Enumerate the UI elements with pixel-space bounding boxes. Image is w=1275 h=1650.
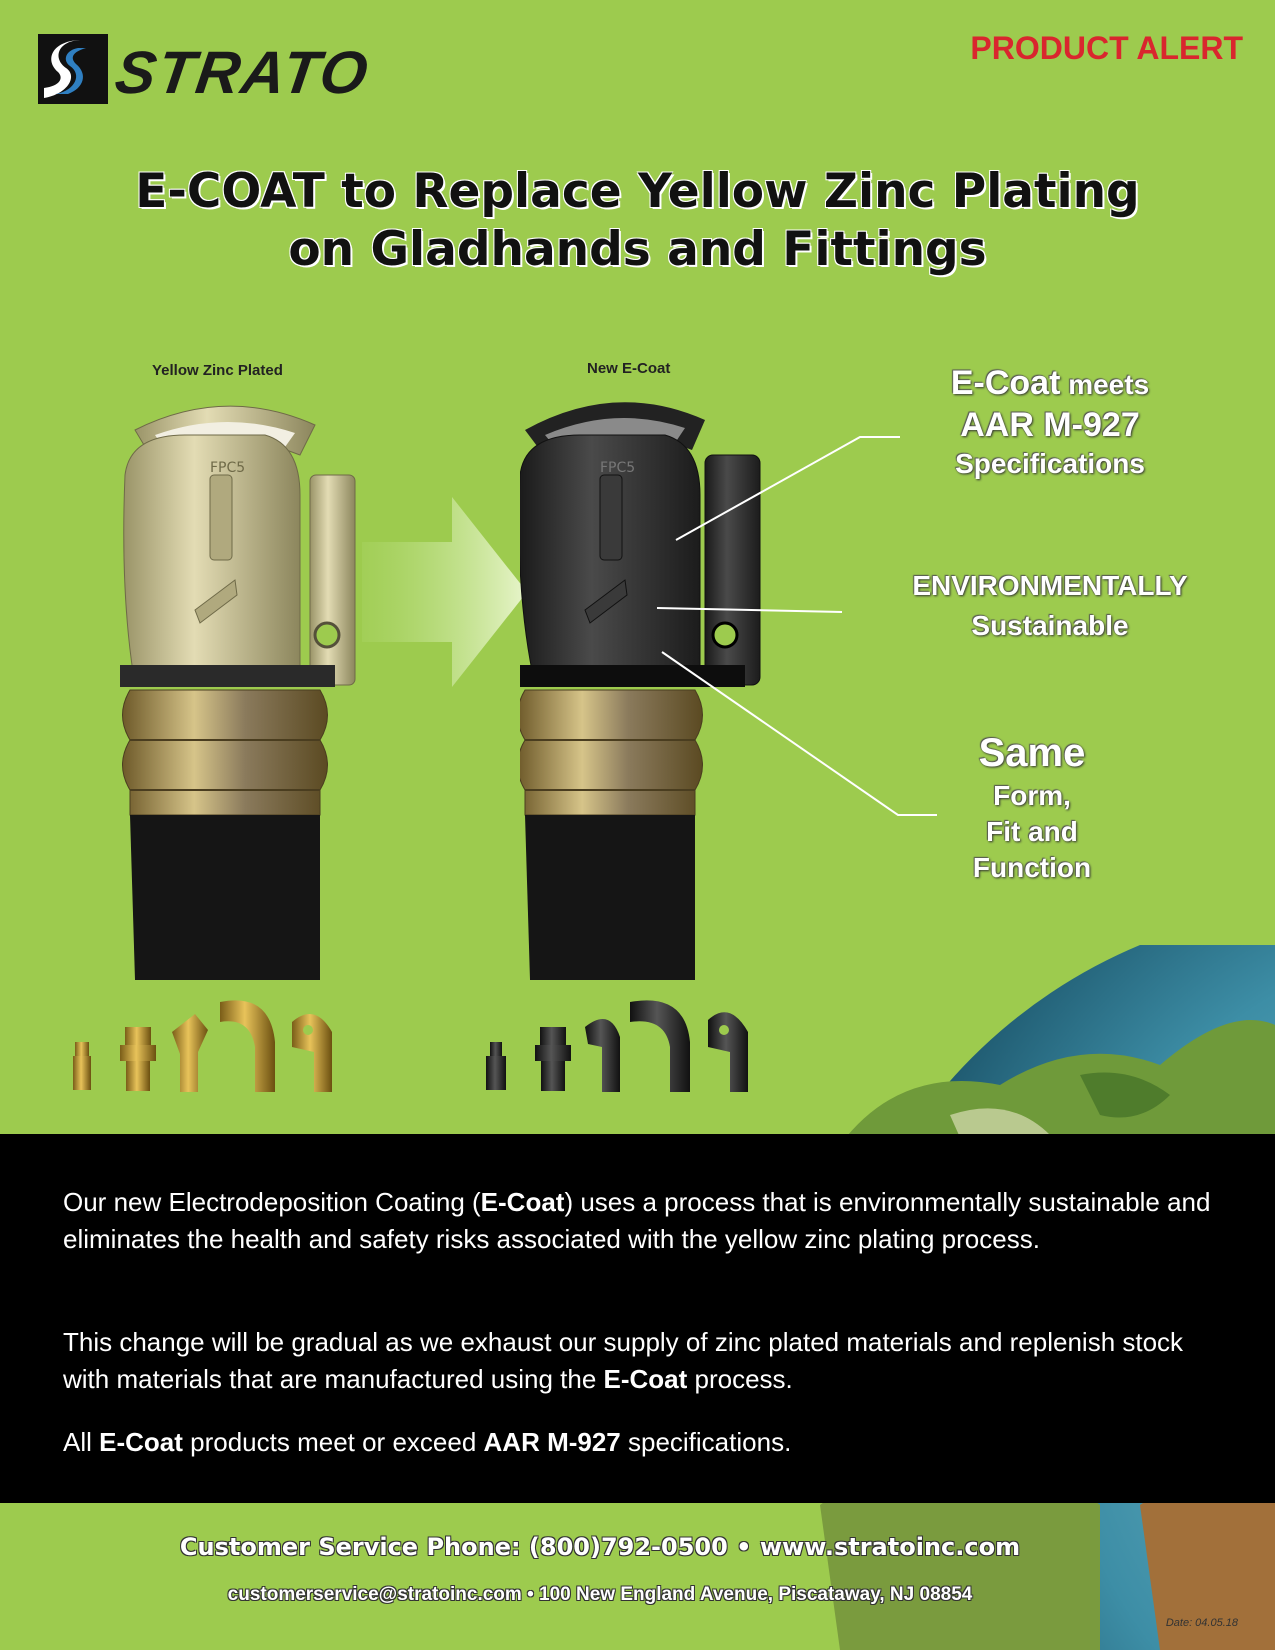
- callout-function: Function: [972, 852, 1092, 883]
- footer-email-address: customerservice@stratoinc.com • 100 New England Avenue, Piscataway, NJ 08854: [227, 1584, 973, 1605]
- callout-environmentally: ENVIRONMENTALLY: [912, 570, 1188, 601]
- description-band: [0, 1134, 1275, 1503]
- ecoat-fittings-image: [480, 992, 780, 1102]
- product-alert-label: PRODUCT ALERT: [970, 30, 1243, 66]
- callout-meets-word: meets: [1060, 369, 1150, 400]
- yellow-zinc-fittings-image: [70, 992, 370, 1102]
- page-title: [0, 163, 1275, 279]
- strato-logo-icon: [38, 34, 108, 104]
- yellow-zinc-gladhand-image: [115, 395, 370, 985]
- callout-ecoat-word: E-Coat: [950, 364, 1061, 402]
- callout-fit: Fit and: [986, 816, 1078, 847]
- paragraph-aar-compliance: All E-Coat products meet or exceed AAR M-927 specifications.: [63, 1427, 792, 1457]
- new-ecoat-caption: New E-Coat: [587, 360, 671, 377]
- replace-arrow-icon: [362, 497, 527, 687]
- callout-specifications: Specifications: [955, 448, 1145, 479]
- document-date: Date: 04.05.18: [1165, 1617, 1238, 1629]
- paragraph-ecoat-intro: Our new Electrodeposition Coating (E-Coat) uses a process that is environmentally sustainable and eliminates the health and safety risks associated with the yellow zinc plating process.: [63, 1187, 1211, 1254]
- logo-wordmark: STRATO: [111, 39, 374, 106]
- callout-same-form: [932, 728, 1132, 886]
- callout-sustainable: Sustainable: [971, 610, 1129, 641]
- paragraph-gradual-change: This change will be gradual as we exhaust our supply of zinc plated materials and replenish stock with materials that are manufactured using the E-Coat process.: [63, 1327, 1184, 1394]
- callout-aar-number: AAR M-927: [960, 406, 1140, 444]
- left-casting-stamp: FPC5: [210, 460, 246, 476]
- callout-same: Same: [978, 731, 1086, 775]
- footer-phone-website: Customer Service Phone: (800)792-0500 • www.stratoinc.com: [179, 1533, 1021, 1561]
- ecoat-gladhand-image: [520, 395, 775, 985]
- yellow-zinc-caption: Yellow Zinc Plated: [152, 362, 283, 379]
- callout-form: Form,: [993, 780, 1071, 811]
- title-line-1: E-COAT to Replace Yellow Zinc Plating: [135, 164, 1140, 219]
- callout-environmental: [860, 566, 1240, 646]
- callout-aar-spec: [900, 362, 1200, 482]
- right-casting-stamp: FPC5: [600, 460, 636, 476]
- title-line-2: on Gladhands and Fittings: [288, 222, 987, 277]
